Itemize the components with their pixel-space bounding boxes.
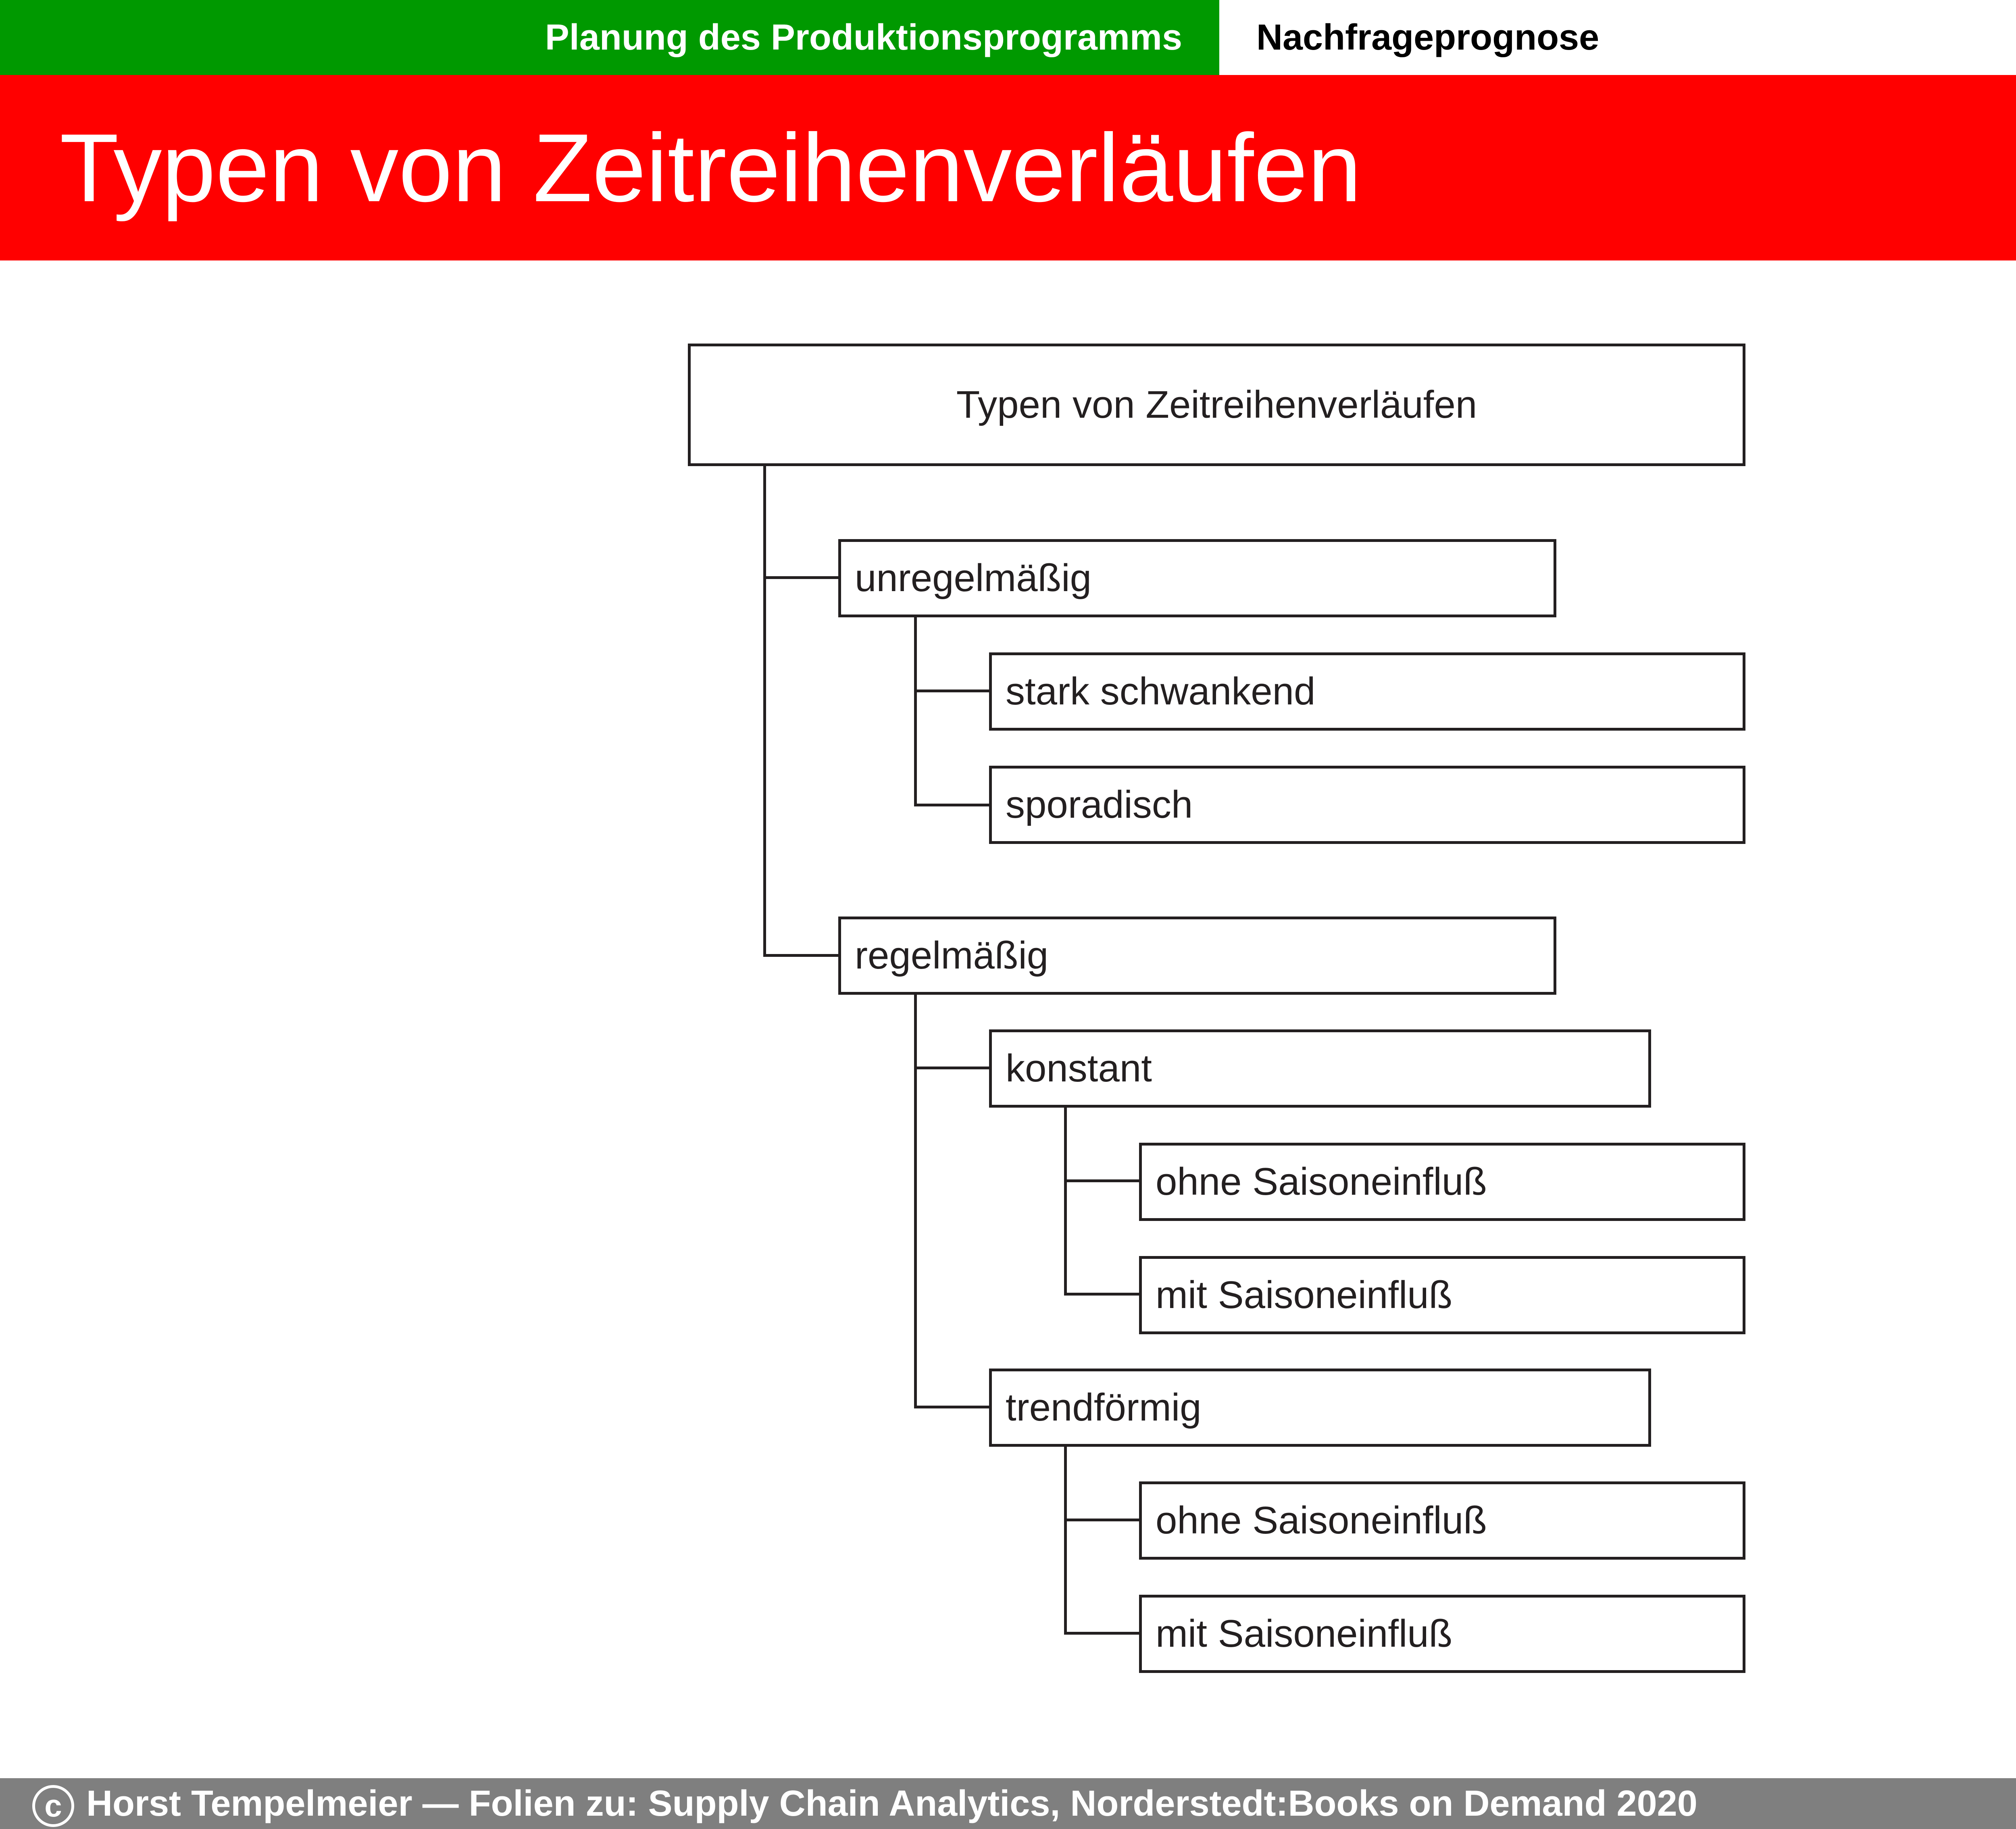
connector-konstant — [914, 1067, 991, 1069]
footer-text: Horst Tempelmeier — Folien zu: Supply Chain Analytics, Norderstedt:Books on Demand 2020 — [86, 1783, 1697, 1824]
node-konstant: konstant — [989, 1029, 1651, 1108]
connector-unregelmaessig — [763, 576, 840, 579]
connector-unregelmaessig-trunk — [914, 615, 917, 806]
node-unregelmaessig: unregelmäßig — [838, 539, 1556, 617]
node-konstant-mit-saisoneinfluss: mit Saisoneinfluß — [1139, 1256, 1745, 1334]
connector-sporadisch — [914, 804, 991, 806]
node-konstant-ohne-saisoneinfluss: ohne Saisoneinfluß — [1139, 1143, 1745, 1221]
footer-credit — [32, 1778, 1697, 1829]
node-stark-schwankend: stark schwankend — [989, 652, 1745, 731]
connector-stark — [914, 690, 991, 692]
connector-konstant-ohne — [1064, 1179, 1141, 1182]
node-trend-mit-saisoneinfluss: mit Saisoneinfluß — [1139, 1595, 1745, 1673]
connector-root-trunk — [763, 464, 766, 957]
subsection-tab[interactable]: Nachfrageprognose — [1256, 17, 1599, 58]
connector-trend — [914, 1406, 991, 1408]
node-trendfoermig: trendförmig — [989, 1369, 1651, 1447]
footer-bar — [0, 1778, 2016, 1829]
slide-title: Typen von Zeitreihenverläufen — [60, 114, 1362, 222]
connector-trend-mit — [1064, 1632, 1141, 1635]
connector-trend-trunk — [1064, 1444, 1067, 1635]
copyright-icon: c — [32, 1785, 74, 1827]
connector-regelmaessig-trunk — [914, 992, 917, 1408]
connector-regelmaessig — [763, 954, 840, 957]
connector-konstant-trunk — [1064, 1105, 1067, 1296]
node-trend-ohne-saisoneinfluss: ohne Saisoneinfluß — [1139, 1481, 1745, 1560]
node-sporadisch: sporadisch — [989, 766, 1745, 844]
section-tab[interactable]: Planung des Produktionsprogramms — [0, 0, 1219, 75]
node-root: Typen von Zeitreihenverläufen — [688, 344, 1745, 466]
node-regelmaessig: regelmäßig — [838, 917, 1556, 995]
connector-konstant-mit — [1064, 1293, 1141, 1296]
connector-trend-ohne — [1064, 1519, 1141, 1521]
